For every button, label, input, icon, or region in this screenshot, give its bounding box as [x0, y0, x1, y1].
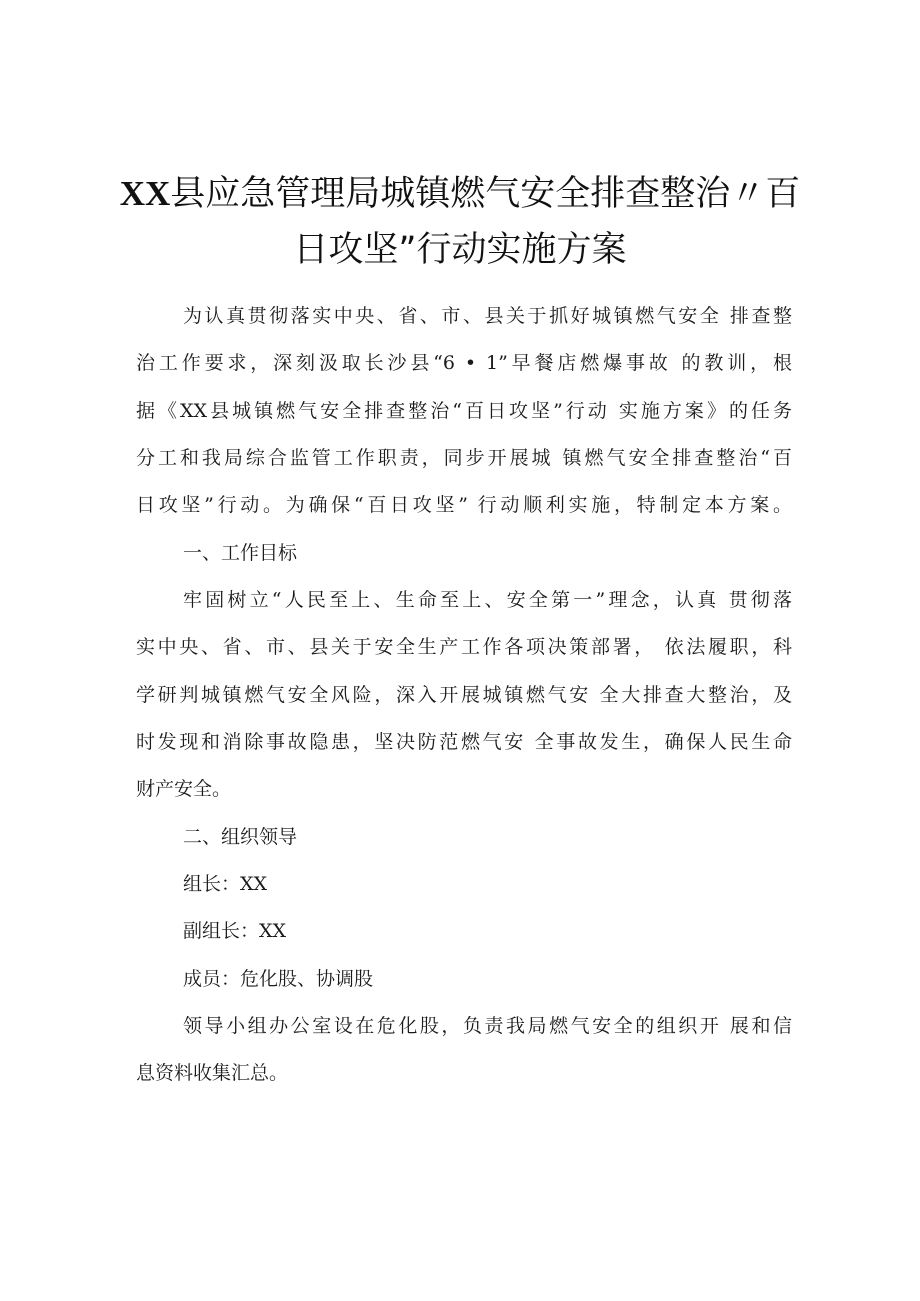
title-prefix: XX [119, 174, 171, 213]
paragraph-line: 治工作要求，深刻汲取长沙县“6 • 1”早餐店燃爆事故 的教训，根 [136, 352, 792, 374]
paragraph-line: 分工和我局综合监管工作职责，同步开展城 镇燃气安全排查整治“百 [136, 447, 792, 469]
members-line: 成员：危化股、协调股 [183, 968, 374, 990]
paragraph-line: 为认真贯彻落实中央、省、市、县关于抓好城镇燃气安全 排查整 [183, 305, 792, 327]
paragraph-line: 日攻坚”行动。为确保“百日攻坚” 行动顺利实施，特制定本方案。 [136, 494, 792, 516]
title-line-1-text: 县应急管理局城镇燃气安全排查整治〃百 [170, 174, 801, 214]
paragraph-line: 时发现和消除事故隐患，坚决防范燃气安 全事故发生，确保人民生命 [136, 731, 792, 753]
paragraph-line: 领导小组办公室设在危化股，负责我局燃气安全的组织开 展和信 [183, 1015, 792, 1037]
paragraph-line: 息资料收集汇总。 [136, 1062, 289, 1084]
paragraph-line: 据《XX县城镇燃气安全排查整治“百日攻坚”行动 实施方案》的任务 [136, 400, 792, 422]
section-heading: 二、组织领导 [183, 826, 298, 848]
section-heading: 一、工作目标 [183, 542, 298, 564]
deputy-leader-line: 副组长：XX [183, 920, 287, 942]
paragraph-line: 实中央、省、市、县关于安全生产工作各项决策部署， 依法履职，科 [136, 636, 792, 658]
document-title-line-2: 日攻坚”行动实施方案 [293, 230, 627, 270]
document-title-line-1 [0, 172, 920, 216]
leader-line: 组长：XX [183, 873, 268, 895]
paragraph-line: 牢固树立“人民至上、生命至上、安全第一”理念，认真 贯彻落 [183, 589, 792, 611]
paragraph-line: 财产安全。 [136, 778, 232, 800]
paragraph-line: 学研判城镇燃气安全风险，深入开展城镇燃气安 全大排查大整治，及 [136, 684, 792, 706]
